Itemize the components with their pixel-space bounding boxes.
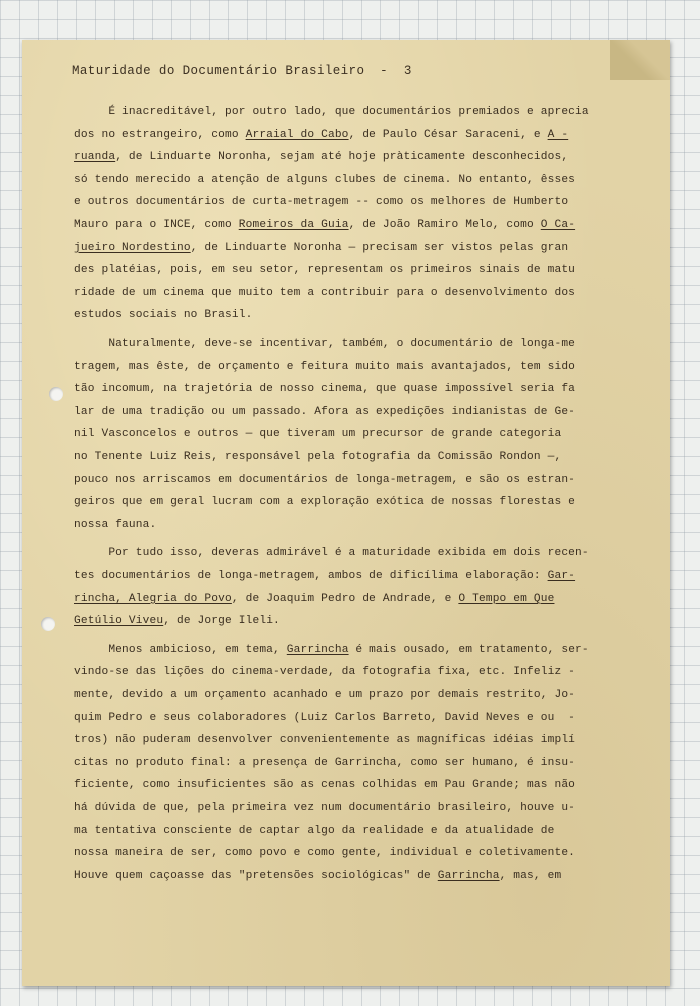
text-line [74, 429, 561, 440]
text-line [74, 310, 252, 321]
underlined-title: O Tempo em Que [458, 592, 555, 605]
punch-hole [49, 387, 63, 401]
text-line [74, 130, 568, 141]
text-line [74, 220, 575, 231]
underlined-title: ruanda [74, 151, 116, 164]
text-segment: estudos sociais no Brasil. [74, 309, 253, 322]
underlined-title: jueiro Nordestino [74, 241, 191, 254]
text-segment: quim Pedro e seus colaboradores (Luiz Carlos Barreto, David Neves e ou - [74, 711, 576, 724]
text-segment: , de Linduarte Noronha — precisam ser vistos pelas gran [190, 241, 569, 254]
text-line [74, 288, 575, 299]
text-line [74, 243, 568, 254]
text-line [74, 871, 561, 882]
text-segment: , de Linduarte Noronha, sejam até hoje pràticamente desconhecidos, [115, 151, 569, 164]
underlined-title: Garrincha [437, 869, 500, 882]
text-line [74, 452, 561, 463]
text-line [74, 497, 575, 508]
text-line [74, 826, 554, 837]
text-segment: É inacreditável, por outro lado, que documentários premiados e aprecia [74, 106, 589, 118]
text-line [74, 362, 575, 373]
page-number: 3 [403, 64, 412, 78]
text-line [74, 645, 589, 656]
text-segment: , de Jorge Ileli. [163, 615, 280, 628]
text-line [74, 339, 575, 350]
text-segment: Houve quem caçoasse das "pretensões sociológicas" de [74, 869, 438, 882]
text-segment: des platéias, pois, em seu setor, representam os primeiros sinais de matu [74, 264, 576, 277]
underlined-title: Gar- [547, 570, 576, 582]
text-line [74, 175, 575, 186]
text-segment: ficiente, como insuficientes são as cenas colhidas em Pau Grande; mas não [74, 779, 576, 792]
text-segment: nil Vasconcelos e outros — que tiveram um precursor de grande categoria [74, 428, 562, 441]
text-line [74, 690, 575, 701]
text-line [74, 475, 575, 486]
text-line [74, 520, 156, 531]
text-segment: Mauro para o INCE, como [74, 219, 239, 231]
text-segment: tragem, mas êste, de orçamento e feitura muito mais avantajados, tem sido [74, 360, 576, 373]
text-segment: tão incomum, na trajetória de nosso cinema, que quase impossível seria fa [74, 383, 576, 396]
text-segment: só tendo merecido a atenção de alguns clubes de cinema. No entanto, êsses [74, 173, 576, 186]
text-line [74, 735, 575, 746]
text-segment: Naturalmente, deve-se incentivar, também, o documentário de longa-me [74, 338, 576, 350]
text-line [74, 713, 575, 724]
text-line [74, 152, 568, 163]
text-line [74, 803, 575, 814]
text-segment: tros) não puderam desenvolver convenientemente as magníficas idéias implí [74, 734, 576, 747]
text-segment: mente, devido a um orçamento acanhado e um prazo por demais restrito, Jo- [74, 689, 576, 701]
text-line [74, 616, 280, 627]
text-segment: lar de uma tradição ou um passado. Afora as expedições indianistas de Ge- [74, 405, 576, 418]
text-line [74, 107, 589, 118]
text-segment: citas no produto final: a presença de Garrincha, como ser humano, é insu- [74, 756, 576, 769]
text-segment: ma tentativa consciente de captar algo da realidade e da atualidade de [74, 824, 555, 837]
text-line [74, 571, 575, 582]
text-segment: nossa maneira de ser, como povo e como gente, individual e coletivamente. [74, 847, 576, 860]
text-segment: , mas, em [499, 869, 562, 882]
text-segment: dos no estrangeiro, como [74, 128, 246, 141]
underlined-title: A - [547, 128, 569, 141]
text-line [74, 758, 575, 769]
underlined-title: Romeiros da Guia [238, 219, 349, 231]
text-line [74, 548, 589, 559]
text-segment: geiros que em geral lucram com a exploração exótica de nossas florestas e [74, 496, 576, 509]
text-line [74, 197, 568, 208]
text-segment: Por tudo isso, deveras admirável é a maturidade exibida em dois recen- [74, 547, 589, 560]
typewritten-page [22, 40, 670, 986]
text-segment: pouco nos arriscamos em documentários de longa-metragem, e são os estran- [74, 473, 576, 486]
text-line [74, 384, 575, 395]
text-line [74, 780, 575, 791]
text-segment: há dúvida de que, pela primeira vez num documentário brasileiro, houve u- [74, 802, 576, 814]
underlined-title: O Ca- [540, 219, 576, 231]
text-segment: , de Joaquim Pedro de Andrade, e [231, 592, 459, 605]
text-line [74, 407, 575, 418]
text-segment: e outros documentários de curta-metragem -- como os melhores de Humberto [74, 196, 569, 209]
folded-corner [610, 40, 670, 80]
text-line [74, 265, 575, 276]
text-segment: no Tenente Luiz Reis, responsável pela fotografia da Comissão Rondon —, [74, 451, 562, 463]
header-separator: - [380, 64, 389, 78]
text-segment: é mais ousado, em tratamento, ser- [348, 643, 589, 656]
underlined-title: Arraial do Cabo [245, 128, 349, 141]
underlined-title: Getúlio Viveu [74, 615, 164, 628]
page-header [72, 64, 412, 78]
text-segment: Menos ambicioso, em tema, [74, 643, 287, 656]
header-title: Maturidade do Documentário Brasileiro [72, 64, 365, 78]
text-segment: ridade de um cinema que muito tem a contribuir para o desenvolvimento dos [74, 286, 576, 299]
underlined-title: Garrincha [286, 643, 349, 656]
underlined-title: rincha, Alegria do Povo [74, 592, 232, 605]
text-line [74, 667, 575, 678]
text-line [74, 594, 554, 605]
punch-hole [41, 617, 55, 631]
text-segment: , de João Ramiro Melo, como [348, 219, 541, 231]
text-segment: tes documentários de longa-metragem, ambos de dificílima elaboração: [74, 570, 548, 582]
text-segment: vindo-se das lições do cinema-verdade, da fotografia fixa, etc. Infeliz - [74, 666, 576, 679]
text-segment: , de Paulo César Saraceni, e [348, 128, 548, 141]
text-segment: nossa fauna. [74, 518, 157, 531]
text-line [74, 848, 575, 859]
